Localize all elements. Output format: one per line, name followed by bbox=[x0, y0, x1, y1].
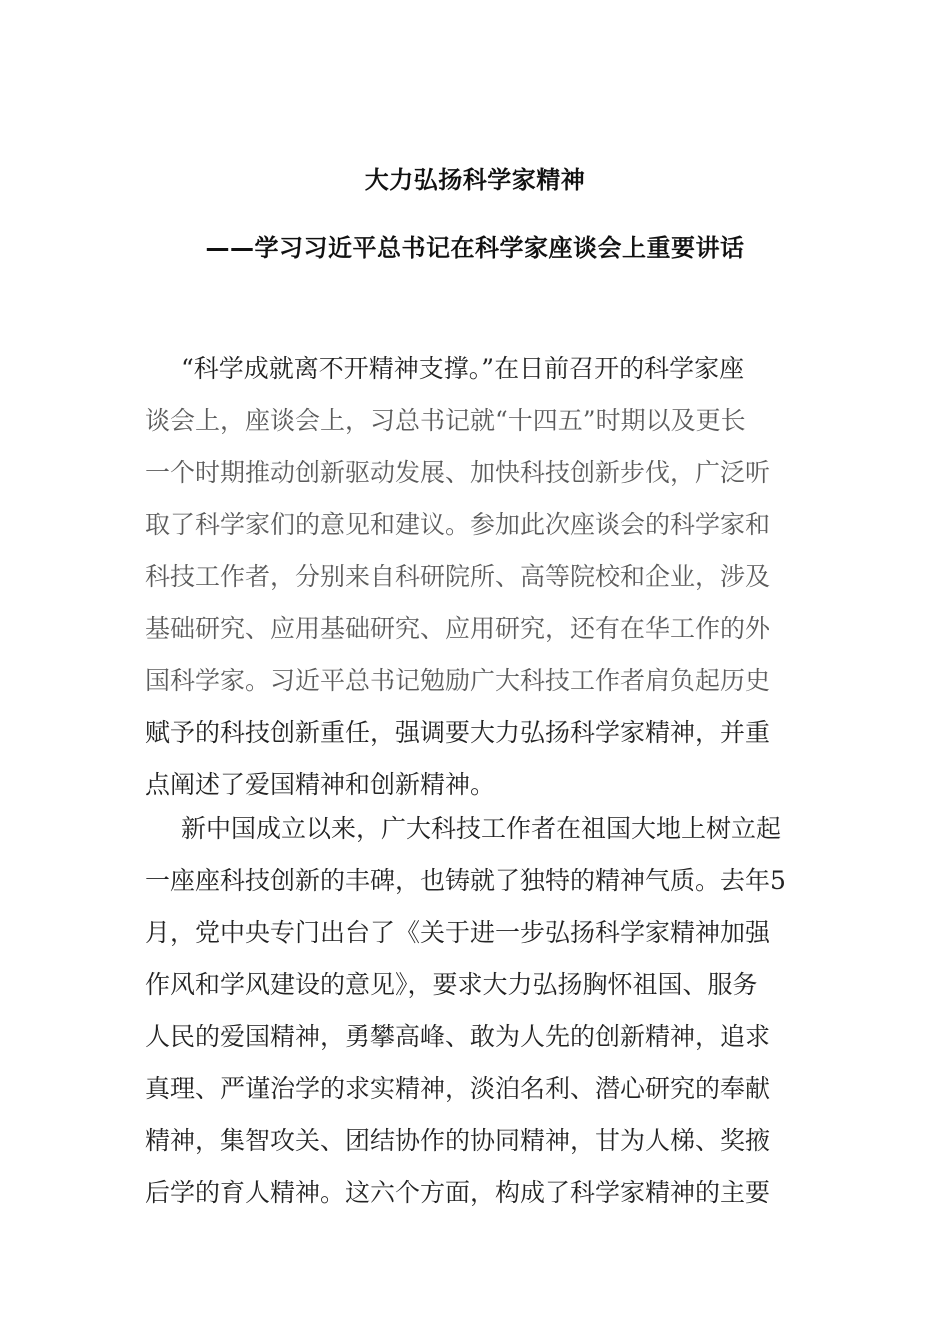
paragraph-1-line-8: 赋予的科技创新重任，强调要大力弘扬科学家精神，并重 bbox=[145, 718, 771, 747]
paragraph-2-line-4: 作风和学风建设的意见》，要求大力弘扬胸怀祖国、服务 bbox=[145, 970, 758, 999]
paragraph-1-line-4: 取了科学家们的意见和建议。参加此次座谈会的科学家和 bbox=[145, 510, 771, 539]
paragraph-2-line-3: 月，党中央专门出台了《关于进一步弘扬科学家精神加强 bbox=[145, 918, 771, 947]
paragraph-1-line-2: 谈会上，座谈会上，习总书记就“十四五”时期以及更长 bbox=[145, 406, 746, 435]
paragraph-2 bbox=[145, 803, 805, 1219]
paragraph-1-line-9: 点阐述了爱国精神和创新精神。 bbox=[145, 770, 496, 799]
paragraph-2-line-8: 后学的育人精神。这六个方面，构成了科学家精神的主要 bbox=[145, 1178, 771, 1207]
paragraph-2-line-5: 人民的爱国精神，勇攀高峰、敢为人先的创新精神，追求 bbox=[145, 1022, 771, 1051]
document-title: 大力弘扬科学家精神 bbox=[364, 166, 586, 194]
paragraph-1-line-6: 基础研究、应用基础研究、应用研究，还有在华工作的外 bbox=[145, 614, 771, 643]
paragraph-1-line-3: 一个时期推动创新驱动发展、加快科技创新步伐，广泛听 bbox=[145, 458, 771, 487]
paragraph-1-line-1: “科学成就离不开精神支撑。”在日前召开的科学家座 bbox=[181, 354, 745, 383]
paragraph-1-line-5: 科技工作者，分别来自科研院所、高等院校和企业，涉及 bbox=[145, 562, 771, 591]
paragraph-1-line-7: 国科学家。习近平总书记勉励广大科技工作者肩负起历史 bbox=[145, 666, 771, 695]
document-subtitle: ——学习习近平总书记在科学家座谈会上重要讲话 bbox=[205, 234, 745, 262]
paragraph-1 bbox=[145, 343, 805, 811]
paragraph-2-line-2: 一座座科技创新的丰碑，也铸就了独特的精神气质。去年5 bbox=[145, 866, 786, 895]
paragraph-2-line-7: 精神，集智攻关、团结协作的协同精神，甘为人梯、奖掖 bbox=[145, 1126, 771, 1155]
paragraph-2-line-1: 新中国成立以来，广大科技工作者在祖国大地上树立起 bbox=[181, 814, 782, 843]
paragraph-2-line-6: 真理、严谨治学的求实精神，淡泊名利、潜心研究的奉献 bbox=[145, 1074, 771, 1103]
